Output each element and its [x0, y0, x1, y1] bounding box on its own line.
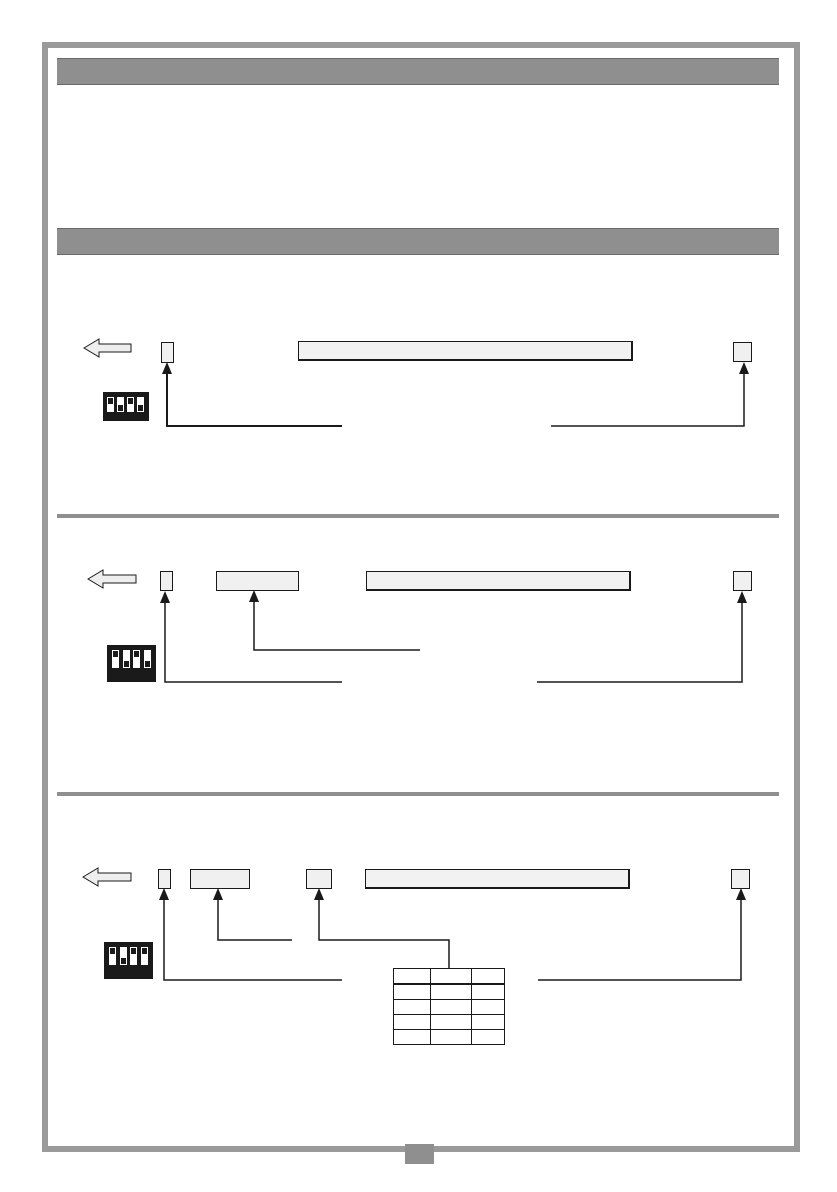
table-row — [394, 1015, 505, 1030]
table-row — [394, 1030, 505, 1045]
page-number-box — [405, 1144, 434, 1164]
code-table — [393, 968, 505, 1045]
table-row — [394, 1000, 505, 1015]
table-row — [394, 969, 505, 985]
table-row — [394, 984, 505, 1000]
